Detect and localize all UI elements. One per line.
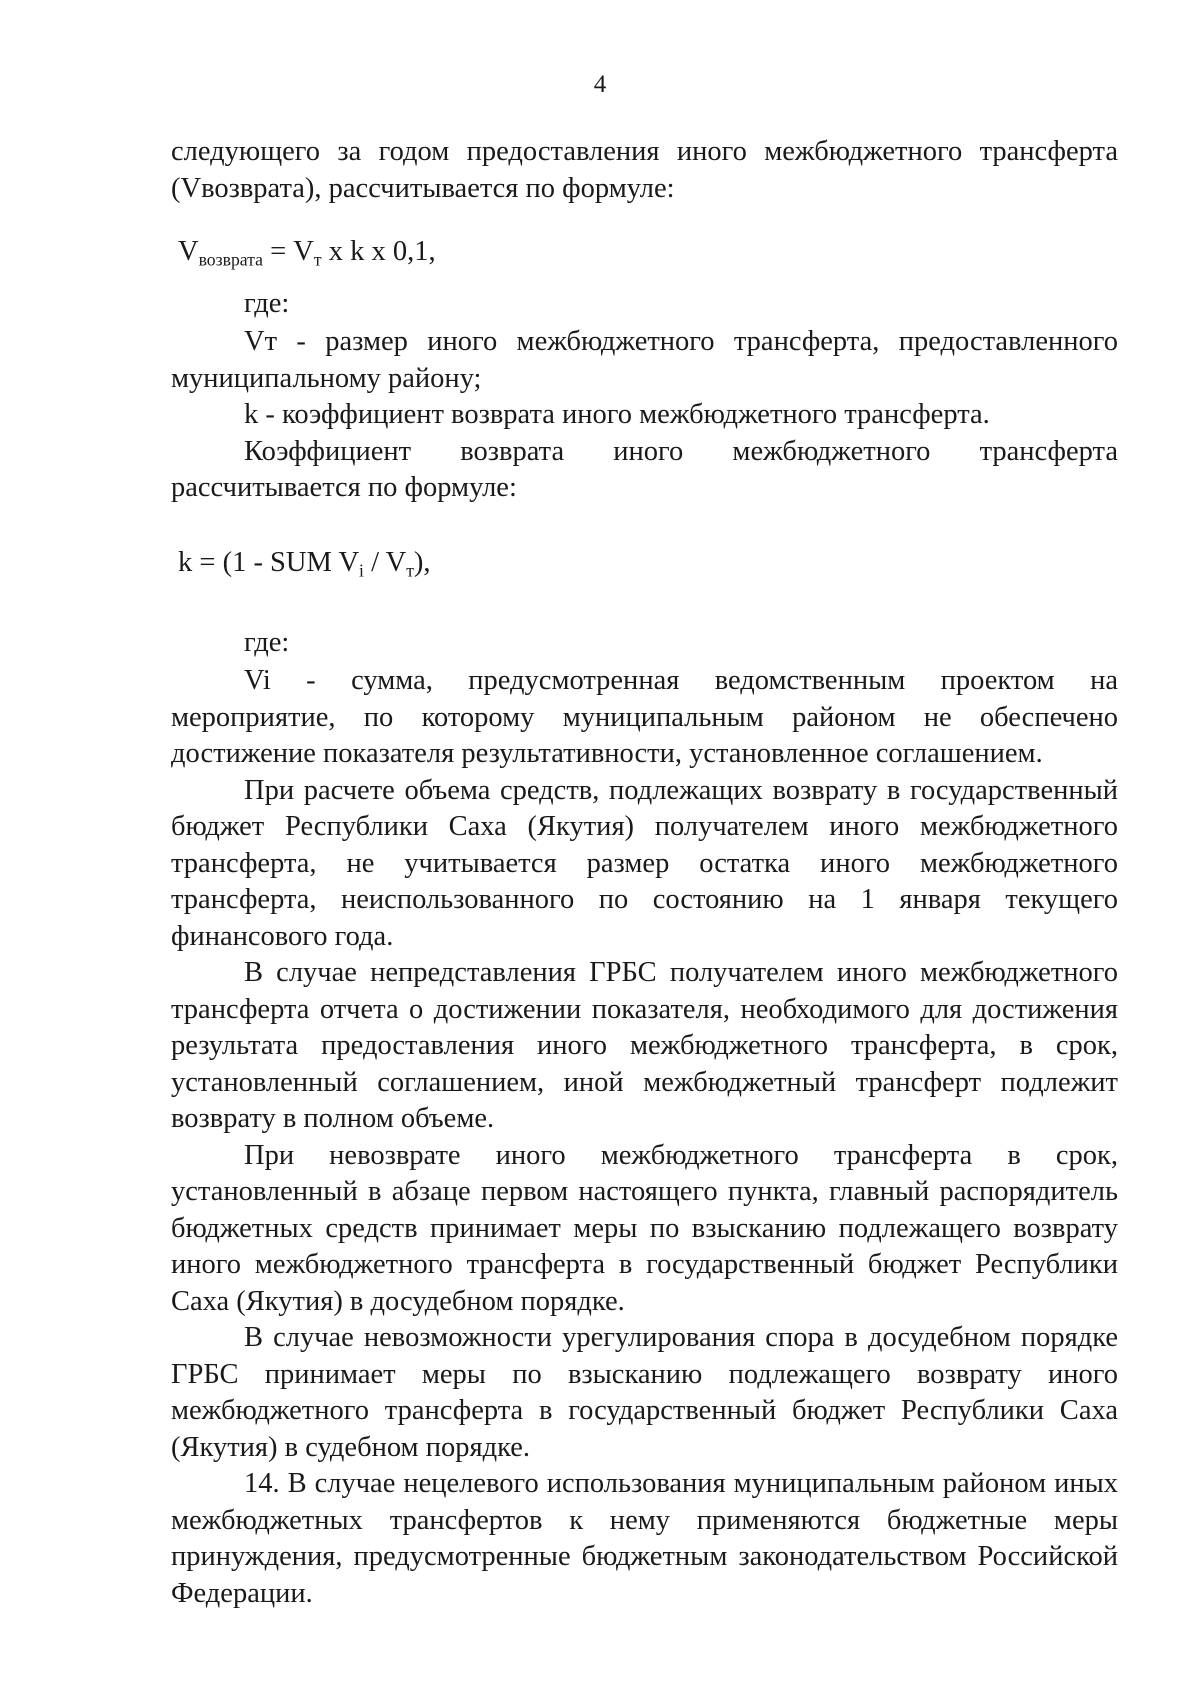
formula-k-c: ), (413, 546, 431, 578)
where-label-2: где: (244, 626, 290, 658)
paragraph-report: В случае непредставления ГРБС получателем иного межбюджетного трансферта отчета о достижении показателя, необходимого для достижения результата предоставления иного межбюджетного трансферта, в срок, установленный соглашением, иной межбюджетный трансферт подлежит возврату в полном объеме. (171, 957, 1118, 1135)
formula-vozvrata (171, 234, 1118, 278)
formula-lhs-subscript: возврата (198, 249, 263, 270)
paragraph-court: В случае невозможности урегулирования спора в досудебном порядке ГРБС принимает меры по взысканию подлежащего возврату иного межбюджетного трансферта в государственный бюджет Республики Саха (Якутия) в судебном порядке. (171, 1322, 1118, 1463)
document-body (171, 134, 1118, 1612)
definition-vi: Vi - сумма, предусмотренная ведомственным проектом на мероприятие, по которому муниципальным районом не обеспечено достижение показателя результативности, установленное соглашением. (171, 665, 1118, 770)
formula-mid-subscript: т (313, 249, 322, 270)
paragraph-14: 14. В случае нецелевого использования муниципальным районом иных межбюджетных трансфертов к нему применяются бюджетные меры принуждения, предусмотренные бюджетным законодательством Российской Федерации. (171, 1468, 1118, 1609)
paragraph-nonreturn: При невозврате иного межбюджетного трансферта в срок, установленный в абзаце первом настоящего пункта, главный распорядитель бюджетных средств принимает меры по взысканию подлежащего возврату иного межбюджетного трансферта в государственный бюджет Республики Саха (Якутия) в досудебном порядке. (171, 1139, 1118, 1317)
formula-k-a-subscript: i (359, 560, 364, 581)
page-number: 4 (593, 71, 607, 98)
where-label: где: (244, 287, 290, 319)
definition-k: k - коэффициент возврата иного межбюджетного трансферта. (244, 399, 990, 431)
formula-k-a: k = (1 - SUM V (178, 546, 360, 578)
paragraph-calculation: При расчете объема средств, подлежащих возврату в государственный бюджет Республики Саха (Якутия) получателем иного межбюджетного трансферта, не учитывается размер остатка иного межбюджетного трансферта, неиспользованного по состоянию на 1 января текущего финансового года. (171, 774, 1118, 952)
formula-k-b-subscript: т (406, 560, 414, 581)
formula-k (171, 545, 1118, 589)
paragraph-coefficient: Коэффициент возврата иного межбюджетного трансферта рассчитывается по формуле: (171, 435, 1118, 504)
formula-mid: = V (262, 236, 314, 267)
formula-lhs: V (178, 236, 199, 267)
definition-vt: Vт - размер иного межбюджетного трансферта, предоставленного муниципальному району; (171, 326, 1118, 394)
formula-rhs: x k x 0,1, (321, 236, 436, 267)
formula-k-b: / V (363, 546, 407, 578)
paragraph-continuation: следующего за годом предоставления иного межбюджетного трансферта (Vвозврата), рассчитывается по формуле: (171, 136, 1118, 204)
